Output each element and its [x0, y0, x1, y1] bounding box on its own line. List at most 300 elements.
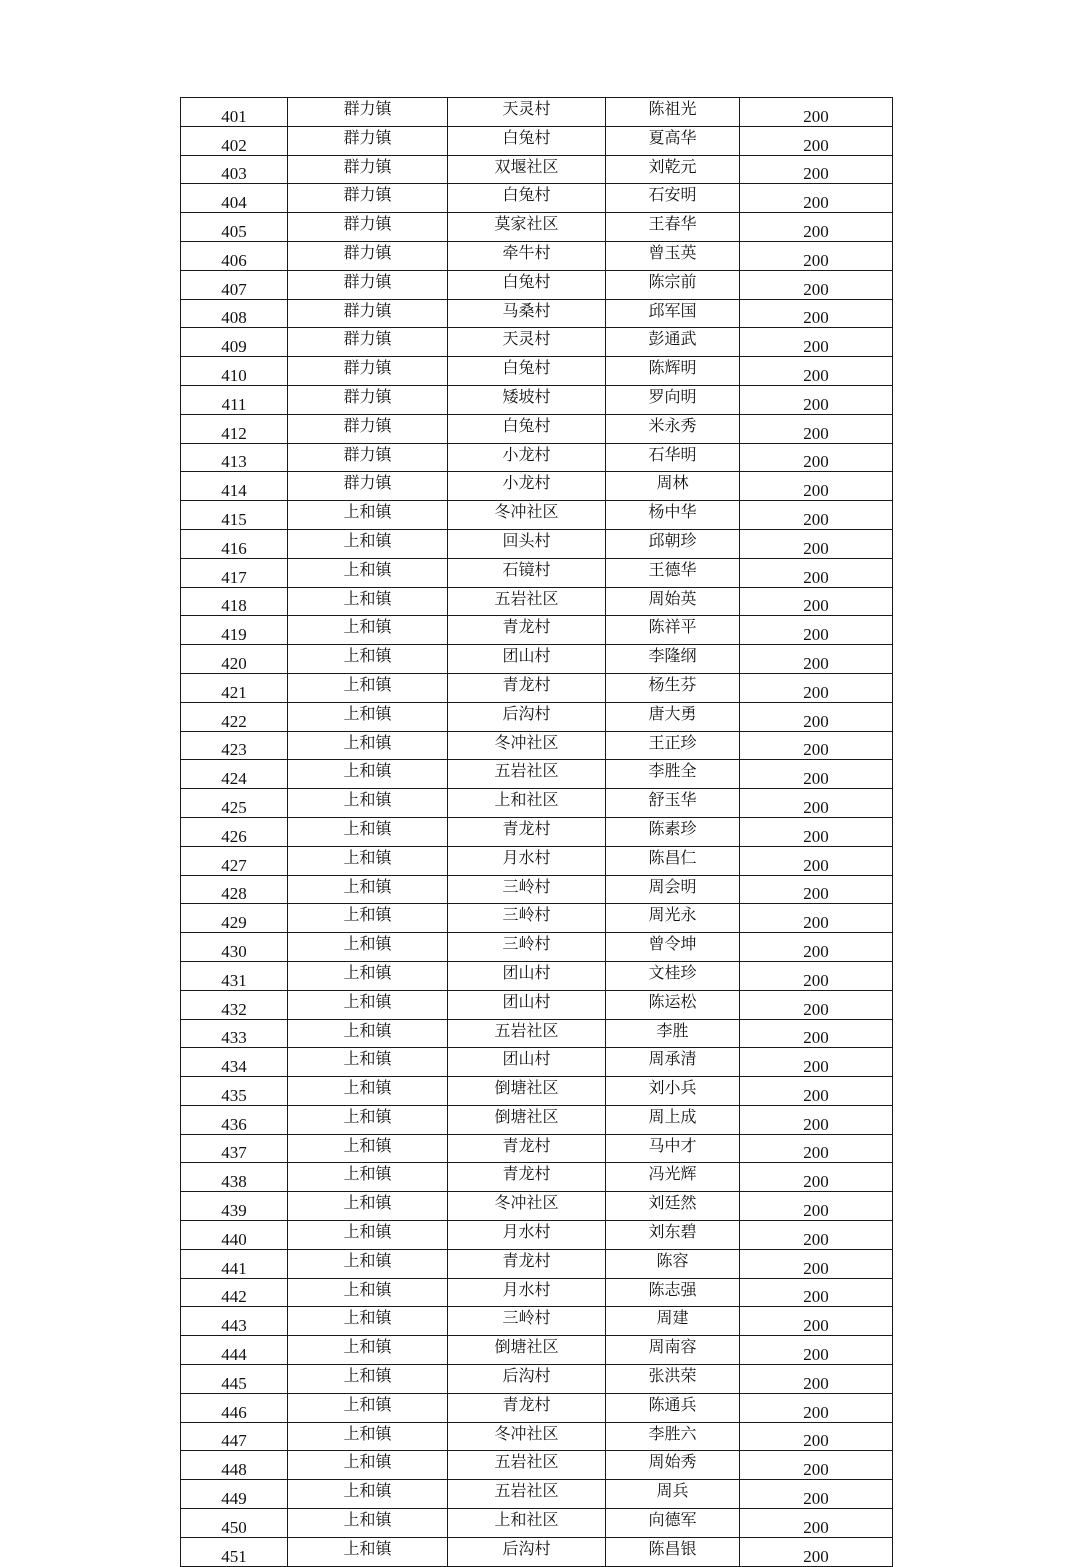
town-cell: 上和镇 — [288, 1192, 448, 1221]
name-cell: 唐大勇 — [606, 702, 740, 731]
village-cell: 白兔村 — [448, 126, 606, 155]
row-number-cell: 451 — [181, 1537, 288, 1566]
name-cell: 向德军 — [606, 1509, 740, 1538]
table-row — [181, 357, 893, 386]
table-row — [181, 1163, 893, 1192]
town-cell: 群力镇 — [288, 241, 448, 270]
town-cell: 上和镇 — [288, 933, 448, 962]
row-number-cell: 429 — [181, 904, 288, 933]
amount-cell: 200 — [740, 789, 893, 818]
amount-cell: 200 — [740, 1365, 893, 1394]
name-cell: 陈素珍 — [606, 817, 740, 846]
table-row — [181, 1365, 893, 1394]
amount-cell: 200 — [740, 1480, 893, 1509]
table-row — [181, 1480, 893, 1509]
town-cell: 上和镇 — [288, 1393, 448, 1422]
table-row — [181, 414, 893, 443]
town-cell: 上和镇 — [288, 875, 448, 904]
table-row — [181, 933, 893, 962]
village-cell: 三岭村 — [448, 1307, 606, 1336]
village-cell: 天灵村 — [448, 328, 606, 357]
amount-cell: 200 — [740, 1451, 893, 1480]
name-cell: 曾令坤 — [606, 933, 740, 962]
table-row — [181, 1307, 893, 1336]
name-cell: 周南容 — [606, 1336, 740, 1365]
town-cell: 上和镇 — [288, 1537, 448, 1566]
village-cell: 倒塘社区 — [448, 1105, 606, 1134]
table-row — [181, 1336, 893, 1365]
amount-cell: 200 — [740, 875, 893, 904]
town-cell: 上和镇 — [288, 501, 448, 530]
village-cell: 小龙村 — [448, 472, 606, 501]
amount-cell: 200 — [740, 443, 893, 472]
amount-cell: 200 — [740, 1221, 893, 1250]
row-number-cell: 404 — [181, 184, 288, 213]
village-cell: 石镜村 — [448, 558, 606, 587]
village-cell: 月水村 — [448, 1221, 606, 1250]
village-cell: 牵牛村 — [448, 241, 606, 270]
table-row — [181, 1537, 893, 1566]
amount-cell: 200 — [740, 501, 893, 530]
row-number-cell: 435 — [181, 1077, 288, 1106]
table-row — [181, 558, 893, 587]
row-number-cell: 411 — [181, 385, 288, 414]
name-cell: 邱军国 — [606, 299, 740, 328]
town-cell: 上和镇 — [288, 1509, 448, 1538]
table-row — [181, 328, 893, 357]
town-cell: 上和镇 — [288, 1307, 448, 1336]
row-number-cell: 408 — [181, 299, 288, 328]
table-row — [181, 213, 893, 242]
table-row — [181, 846, 893, 875]
town-cell: 群力镇 — [288, 472, 448, 501]
village-cell: 马桑村 — [448, 299, 606, 328]
table-row — [181, 904, 893, 933]
roster-table — [180, 97, 893, 1567]
town-cell: 上和镇 — [288, 846, 448, 875]
amount-cell: 200 — [740, 616, 893, 645]
name-cell: 陈容 — [606, 1249, 740, 1278]
town-cell: 上和镇 — [288, 789, 448, 818]
table-row — [181, 760, 893, 789]
name-cell: 周始秀 — [606, 1451, 740, 1480]
name-cell: 夏高华 — [606, 126, 740, 155]
village-cell: 白兔村 — [448, 414, 606, 443]
row-number-cell: 401 — [181, 98, 288, 127]
town-cell: 上和镇 — [288, 1249, 448, 1278]
amount-cell: 200 — [740, 98, 893, 127]
table-row — [181, 270, 893, 299]
row-number-cell: 415 — [181, 501, 288, 530]
name-cell: 周兵 — [606, 1480, 740, 1509]
town-cell: 上和镇 — [288, 1077, 448, 1106]
village-cell: 青龙村 — [448, 1393, 606, 1422]
name-cell: 米永秀 — [606, 414, 740, 443]
row-number-cell: 440 — [181, 1221, 288, 1250]
name-cell: 杨生芬 — [606, 673, 740, 702]
town-cell: 上和镇 — [288, 1480, 448, 1509]
amount-cell: 200 — [740, 299, 893, 328]
village-cell: 倒塘社区 — [448, 1336, 606, 1365]
town-cell: 群力镇 — [288, 155, 448, 184]
amount-cell: 200 — [740, 1422, 893, 1451]
table-row — [181, 385, 893, 414]
village-cell: 五岩社区 — [448, 760, 606, 789]
town-cell: 上和镇 — [288, 904, 448, 933]
town-cell: 群力镇 — [288, 328, 448, 357]
row-number-cell: 403 — [181, 155, 288, 184]
row-number-cell: 426 — [181, 817, 288, 846]
amount-cell: 200 — [740, 1019, 893, 1048]
amount-cell: 200 — [740, 529, 893, 558]
town-cell: 上和镇 — [288, 990, 448, 1019]
name-cell: 周上成 — [606, 1105, 740, 1134]
town-cell: 上和镇 — [288, 673, 448, 702]
village-cell: 矮坡村 — [448, 385, 606, 414]
table-row — [181, 817, 893, 846]
town-cell: 上和镇 — [288, 1365, 448, 1394]
town-cell: 群力镇 — [288, 443, 448, 472]
amount-cell: 200 — [740, 1307, 893, 1336]
town-cell: 上和镇 — [288, 616, 448, 645]
town-cell: 群力镇 — [288, 299, 448, 328]
row-number-cell: 402 — [181, 126, 288, 155]
name-cell: 陈辉明 — [606, 357, 740, 386]
table-row — [181, 126, 893, 155]
table-row — [181, 789, 893, 818]
table-row — [181, 1048, 893, 1077]
name-cell: 张洪荣 — [606, 1365, 740, 1394]
amount-cell: 200 — [740, 328, 893, 357]
row-number-cell: 431 — [181, 961, 288, 990]
name-cell: 曾玉英 — [606, 241, 740, 270]
table-row — [181, 702, 893, 731]
amount-cell: 200 — [740, 1249, 893, 1278]
table-row — [181, 1278, 893, 1307]
amount-cell: 200 — [740, 414, 893, 443]
name-cell: 文桂珍 — [606, 961, 740, 990]
town-cell: 上和镇 — [288, 558, 448, 587]
town-cell: 上和镇 — [288, 702, 448, 731]
name-cell: 李隆纲 — [606, 645, 740, 674]
table-row — [181, 1451, 893, 1480]
row-number-cell: 407 — [181, 270, 288, 299]
town-cell: 群力镇 — [288, 184, 448, 213]
village-cell: 白兔村 — [448, 270, 606, 299]
row-number-cell: 450 — [181, 1509, 288, 1538]
town-cell: 群力镇 — [288, 385, 448, 414]
village-cell: 后沟村 — [448, 1537, 606, 1566]
village-cell: 五岩社区 — [448, 1019, 606, 1048]
amount-cell: 200 — [740, 126, 893, 155]
row-number-cell: 433 — [181, 1019, 288, 1048]
village-cell: 冬冲社区 — [448, 1192, 606, 1221]
row-number-cell: 436 — [181, 1105, 288, 1134]
row-number-cell: 414 — [181, 472, 288, 501]
amount-cell: 200 — [740, 1192, 893, 1221]
village-cell: 团山村 — [448, 990, 606, 1019]
town-cell: 上和镇 — [288, 1422, 448, 1451]
row-number-cell: 434 — [181, 1048, 288, 1077]
name-cell: 陈运松 — [606, 990, 740, 1019]
village-cell: 三岭村 — [448, 904, 606, 933]
village-cell: 后沟村 — [448, 1365, 606, 1394]
row-number-cell: 437 — [181, 1134, 288, 1163]
village-cell: 冬冲社区 — [448, 731, 606, 760]
roster-table-body — [181, 98, 893, 1567]
village-cell: 白兔村 — [448, 184, 606, 213]
name-cell: 王德华 — [606, 558, 740, 587]
table-row — [181, 1221, 893, 1250]
row-number-cell: 410 — [181, 357, 288, 386]
table-row — [181, 961, 893, 990]
table-row — [181, 1077, 893, 1106]
town-cell: 上和镇 — [288, 1336, 448, 1365]
row-number-cell: 412 — [181, 414, 288, 443]
amount-cell: 200 — [740, 702, 893, 731]
town-cell: 群力镇 — [288, 213, 448, 242]
name-cell: 杨中华 — [606, 501, 740, 530]
name-cell: 陈昌仁 — [606, 846, 740, 875]
village-cell: 月水村 — [448, 1278, 606, 1307]
row-number-cell: 441 — [181, 1249, 288, 1278]
village-cell: 三岭村 — [448, 933, 606, 962]
table-row — [181, 501, 893, 530]
amount-cell: 200 — [740, 1077, 893, 1106]
name-cell: 李胜全 — [606, 760, 740, 789]
name-cell: 彭通武 — [606, 328, 740, 357]
name-cell: 马中才 — [606, 1134, 740, 1163]
name-cell: 陈志强 — [606, 1278, 740, 1307]
amount-cell: 200 — [740, 904, 893, 933]
amount-cell: 200 — [740, 558, 893, 587]
village-cell: 团山村 — [448, 961, 606, 990]
village-cell: 小龙村 — [448, 443, 606, 472]
table-row — [181, 155, 893, 184]
village-cell: 上和社区 — [448, 1509, 606, 1538]
village-cell: 冬冲社区 — [448, 1422, 606, 1451]
amount-cell: 200 — [740, 1163, 893, 1192]
row-number-cell: 427 — [181, 846, 288, 875]
table-row — [181, 1105, 893, 1134]
village-cell: 回头村 — [448, 529, 606, 558]
amount-cell: 200 — [740, 990, 893, 1019]
name-cell: 周始英 — [606, 587, 740, 616]
town-cell: 上和镇 — [288, 731, 448, 760]
amount-cell: 200 — [740, 1134, 893, 1163]
table-row — [181, 1249, 893, 1278]
village-cell: 五岩社区 — [448, 1480, 606, 1509]
town-cell: 群力镇 — [288, 126, 448, 155]
name-cell: 刘东碧 — [606, 1221, 740, 1250]
row-number-cell: 420 — [181, 645, 288, 674]
table-row — [181, 673, 893, 702]
amount-cell: 200 — [740, 961, 893, 990]
amount-cell: 200 — [740, 1393, 893, 1422]
town-cell: 群力镇 — [288, 357, 448, 386]
village-cell: 莫家社区 — [448, 213, 606, 242]
table-row — [181, 731, 893, 760]
town-cell: 群力镇 — [288, 414, 448, 443]
row-number-cell: 413 — [181, 443, 288, 472]
village-cell: 冬冲社区 — [448, 501, 606, 530]
row-number-cell: 424 — [181, 760, 288, 789]
row-number-cell: 439 — [181, 1192, 288, 1221]
amount-cell: 200 — [740, 270, 893, 299]
amount-cell: 200 — [740, 241, 893, 270]
village-cell: 青龙村 — [448, 1163, 606, 1192]
table-row — [181, 1134, 893, 1163]
town-cell: 上和镇 — [288, 1451, 448, 1480]
name-cell: 陈祖光 — [606, 98, 740, 127]
row-number-cell: 443 — [181, 1307, 288, 1336]
village-cell: 青龙村 — [448, 1134, 606, 1163]
town-cell: 上和镇 — [288, 587, 448, 616]
village-cell: 五岩社区 — [448, 1451, 606, 1480]
village-cell: 青龙村 — [448, 817, 606, 846]
row-number-cell: 438 — [181, 1163, 288, 1192]
amount-cell: 200 — [740, 357, 893, 386]
village-cell: 青龙村 — [448, 616, 606, 645]
name-cell: 刘小兵 — [606, 1077, 740, 1106]
name-cell: 周承清 — [606, 1048, 740, 1077]
table-row — [181, 645, 893, 674]
row-number-cell: 409 — [181, 328, 288, 357]
village-cell: 倒塘社区 — [448, 1077, 606, 1106]
row-number-cell: 421 — [181, 673, 288, 702]
name-cell: 刘乾元 — [606, 155, 740, 184]
amount-cell: 200 — [740, 1278, 893, 1307]
row-number-cell: 406 — [181, 241, 288, 270]
amount-cell: 200 — [740, 472, 893, 501]
village-cell: 上和社区 — [448, 789, 606, 818]
name-cell: 周会明 — [606, 875, 740, 904]
name-cell: 舒玉华 — [606, 789, 740, 818]
row-number-cell: 425 — [181, 789, 288, 818]
village-cell: 团山村 — [448, 645, 606, 674]
name-cell: 刘廷然 — [606, 1192, 740, 1221]
amount-cell: 200 — [740, 1048, 893, 1077]
row-number-cell: 417 — [181, 558, 288, 587]
table-row — [181, 1192, 893, 1221]
row-number-cell: 446 — [181, 1393, 288, 1422]
name-cell: 石安明 — [606, 184, 740, 213]
table-row — [181, 299, 893, 328]
table-row — [181, 1509, 893, 1538]
name-cell: 王正珍 — [606, 731, 740, 760]
village-cell: 双堰社区 — [448, 155, 606, 184]
amount-cell: 200 — [740, 213, 893, 242]
table-row — [181, 98, 893, 127]
name-cell: 冯光辉 — [606, 1163, 740, 1192]
amount-cell: 200 — [740, 731, 893, 760]
row-number-cell: 423 — [181, 731, 288, 760]
table-row — [181, 443, 893, 472]
village-cell: 团山村 — [448, 1048, 606, 1077]
town-cell: 上和镇 — [288, 1048, 448, 1077]
row-number-cell: 422 — [181, 702, 288, 731]
row-number-cell: 430 — [181, 933, 288, 962]
name-cell: 陈昌银 — [606, 1537, 740, 1566]
name-cell: 周建 — [606, 1307, 740, 1336]
name-cell: 罗向明 — [606, 385, 740, 414]
name-cell: 李胜 — [606, 1019, 740, 1048]
row-number-cell: 445 — [181, 1365, 288, 1394]
name-cell: 陈通兵 — [606, 1393, 740, 1422]
town-cell: 群力镇 — [288, 270, 448, 299]
town-cell: 上和镇 — [288, 961, 448, 990]
name-cell: 周林 — [606, 472, 740, 501]
amount-cell: 200 — [740, 1509, 893, 1538]
row-number-cell: 447 — [181, 1422, 288, 1451]
amount-cell: 200 — [740, 760, 893, 789]
town-cell: 上和镇 — [288, 1278, 448, 1307]
name-cell: 石华明 — [606, 443, 740, 472]
town-cell: 上和镇 — [288, 1105, 448, 1134]
row-number-cell: 432 — [181, 990, 288, 1019]
village-cell: 天灵村 — [448, 98, 606, 127]
row-number-cell: 416 — [181, 529, 288, 558]
row-number-cell: 419 — [181, 616, 288, 645]
amount-cell: 200 — [740, 587, 893, 616]
name-cell: 王春华 — [606, 213, 740, 242]
town-cell: 上和镇 — [288, 1221, 448, 1250]
town-cell: 上和镇 — [288, 645, 448, 674]
table-row — [181, 184, 893, 213]
table-row — [181, 472, 893, 501]
table-row — [181, 616, 893, 645]
name-cell: 陈宗前 — [606, 270, 740, 299]
village-cell: 后沟村 — [448, 702, 606, 731]
village-cell: 青龙村 — [448, 673, 606, 702]
name-cell: 李胜六 — [606, 1422, 740, 1451]
amount-cell: 200 — [740, 645, 893, 674]
table-row — [181, 875, 893, 904]
table-row — [181, 1422, 893, 1451]
amount-cell: 200 — [740, 385, 893, 414]
table-row — [181, 529, 893, 558]
row-number-cell: 444 — [181, 1336, 288, 1365]
amount-cell: 200 — [740, 1105, 893, 1134]
row-number-cell: 449 — [181, 1480, 288, 1509]
village-cell: 青龙村 — [448, 1249, 606, 1278]
town-cell: 上和镇 — [288, 760, 448, 789]
row-number-cell: 405 — [181, 213, 288, 242]
amount-cell: 200 — [740, 673, 893, 702]
table-row — [181, 1019, 893, 1048]
row-number-cell: 442 — [181, 1278, 288, 1307]
amount-cell: 200 — [740, 184, 893, 213]
amount-cell: 200 — [740, 1336, 893, 1365]
amount-cell: 200 — [740, 155, 893, 184]
row-number-cell: 428 — [181, 875, 288, 904]
amount-cell: 200 — [740, 933, 893, 962]
town-cell: 上和镇 — [288, 1163, 448, 1192]
name-cell: 陈祥平 — [606, 616, 740, 645]
table-row — [181, 990, 893, 1019]
name-cell: 周光永 — [606, 904, 740, 933]
village-cell: 白兔村 — [448, 357, 606, 386]
village-cell: 三岭村 — [448, 875, 606, 904]
row-number-cell: 418 — [181, 587, 288, 616]
table-row — [181, 1393, 893, 1422]
table-row — [181, 241, 893, 270]
town-cell: 群力镇 — [288, 98, 448, 127]
amount-cell: 200 — [740, 817, 893, 846]
amount-cell: 200 — [740, 1537, 893, 1566]
town-cell: 上和镇 — [288, 817, 448, 846]
village-cell: 月水村 — [448, 846, 606, 875]
